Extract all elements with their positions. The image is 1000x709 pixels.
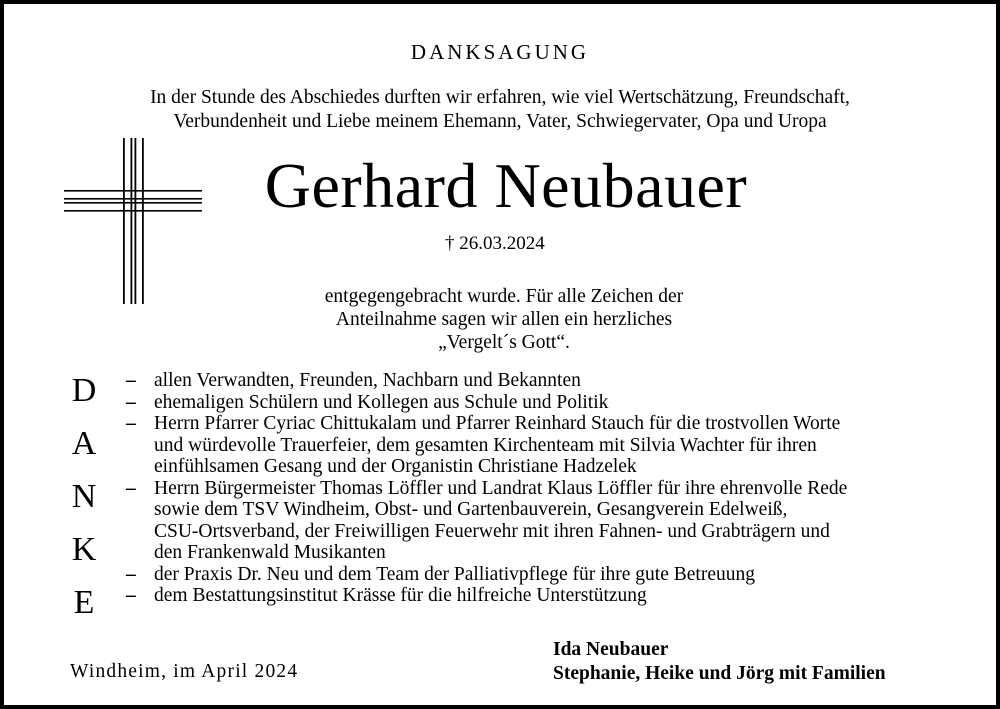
list-item-line: einfühlsamen Gesang und der Organistin Christiane Hadzelek	[154, 456, 637, 477]
cross-icon	[64, 138, 202, 304]
danke-letter: K	[71, 531, 97, 568]
list-item-line: Herrn Bürgermeister Thomas Löffler und Landrat Klaus Löffler für ihre ehrenvolle Rede	[154, 477, 848, 499]
list-item-line: ehemaligen Schülern und Kollegen aus Schule und Politik	[154, 391, 609, 413]
danke-letter: E	[73, 584, 95, 621]
notice-title: DANKSAGUNG	[410, 40, 590, 64]
danke-letter: N	[71, 478, 97, 515]
list-item-line: dem Bestattungsinstitut Krässe für die hilfreiche Unterstützung	[154, 585, 647, 606]
list-item-line: Herrn Pfarrer Cyriac Chittukalam und Pfarrer Reinhard Stauch für die trostvollen Worte	[154, 413, 841, 434]
dash-icon: –	[126, 585, 136, 606]
signers	[553, 638, 886, 686]
list-item-line: und würdevolle Trauerfeier, dem gesamten Kirchenteam mit Silvia Wachter für ihren	[154, 434, 817, 456]
thanks-list	[126, 370, 926, 607]
danke-letter: D	[71, 372, 97, 409]
intro-text	[4, 86, 996, 134]
dash-icon: –	[126, 391, 136, 413]
list-item-line: der Praxis Dr. Neu und dem Team der Palliativpflege für ihre gute Betreuung	[154, 563, 755, 585]
list-item	[126, 478, 926, 564]
thanks-line: „Vergelt´s Gott“.	[438, 332, 570, 353]
deceased-name: Gerhard Neubauer	[264, 150, 748, 221]
list-item-line: sowie dem TSV Windheim, Obst- und Gartenbauverein, Gesangverein Edelweiß,	[154, 499, 788, 520]
dash-icon: –	[126, 370, 136, 391]
dash-icon: –	[126, 563, 136, 585]
list-item	[126, 370, 926, 392]
list-item-line: allen Verwandten, Freunden, Nachbarn und Bekannten	[154, 370, 581, 391]
danke-vertical	[64, 364, 104, 629]
intro-line: Verbundenheit und Liebe meinem Ehemann, Vater, Schwiegervater, Opa und Uropa	[173, 111, 827, 132]
place-date: Windheim, im April 2024	[70, 661, 299, 682]
signer-line: Ida Neubauer	[553, 639, 669, 660]
dash-icon: –	[126, 413, 136, 434]
thanks-text	[4, 285, 1000, 354]
intro-line: In der Stunde des Abschiedes durften wir erfahren, wie viel Wertschätzung, Freundschaft,	[150, 87, 850, 108]
list-item	[126, 585, 926, 607]
thanks-line: Anteilnahme sagen wir allen ein herzliches	[335, 309, 673, 330]
death-date: † 26.03.2024	[445, 233, 545, 254]
danke-letter: A	[71, 425, 97, 462]
list-item-line: CSU-Ortsverband, der Freiwilligen Feuerwehr mit ihren Fahnen- und Grabträgern und	[154, 520, 830, 542]
list-item-line: den Frankenwald Musikanten	[154, 542, 386, 563]
signer-line: Stephanie, Heike und Jörg mit Familien	[553, 663, 886, 684]
thanks-line: entgegengebracht wurde. Für alle Zeichen der	[324, 286, 684, 307]
list-item	[126, 413, 926, 478]
list-item	[126, 392, 926, 414]
list-item	[126, 564, 926, 586]
dash-icon: –	[126, 477, 136, 499]
